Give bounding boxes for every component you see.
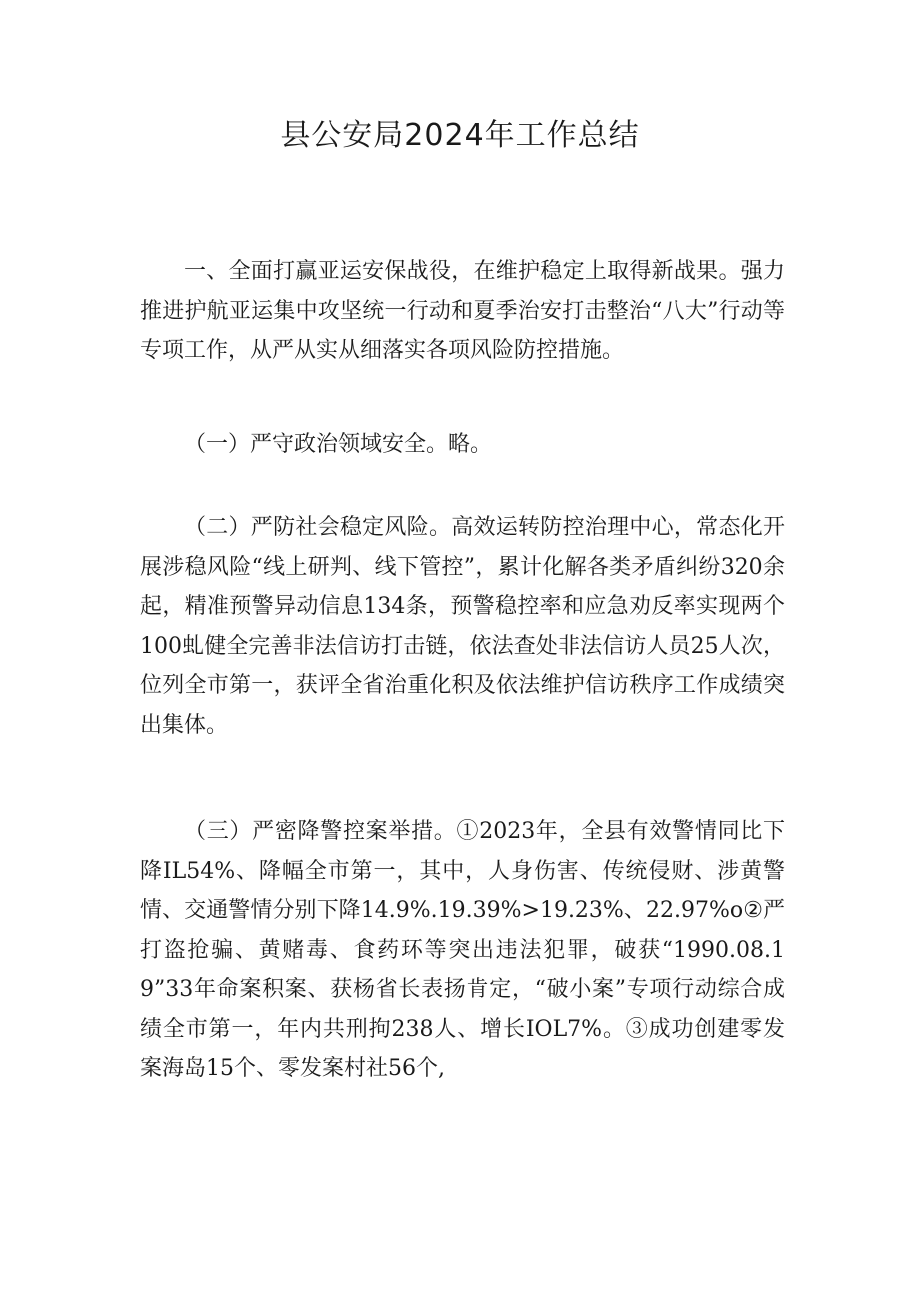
paragraph-subsection-2: （二）严防社会稳定风险。高效运转防控治理中心，常态化开展涉稳风险“线上研判、线下管控”，累计化解各类矛盾纠纷320余起，精准预警异动信息134条，预警稳控率和应急劝反率实现两个100虬健全完善非法信访打击链，依法查处非法信访人员25人次，位列全市第一，获评全省治重化积及依法维护信访秩序工作成绩突出集体。: [140, 515, 785, 738]
paragraph-section-1: 一、全面打赢亚运安保战役，在维护稳定上取得新战果。强力推进护航亚运集中攻坚统一行动和夏季治安打击整治“八大”行动等专项工作，从严从实从细落实各项风险防控措施。: [140, 259, 785, 363]
document-title: 县公安局2024年工作总结: [280, 118, 640, 153]
paragraph-subsection-3: （三）严密降警控案举措。①2023年，全县有效警情同比下降IL54%、降幅全市第一，其中，人身伤害、传统侵财、涉黄警情、交通警情分别下降14.9%.19.39%>19.23%、22.97%o②严打盗抢骗、黄赌毒、食药环等突出违法犯罪，破获“1990.08.19”33年命案积案、获杨省长表扬肯定，“破小案”专项行动综合成绩全市第一，年内共刑拘238人、增长IOL7%。③成功创建零发案海岛15个、零发案村社56个,: [140, 819, 785, 1081]
paragraph-subsection-1: （一）严守政治领域安全。略。: [184, 432, 493, 457]
